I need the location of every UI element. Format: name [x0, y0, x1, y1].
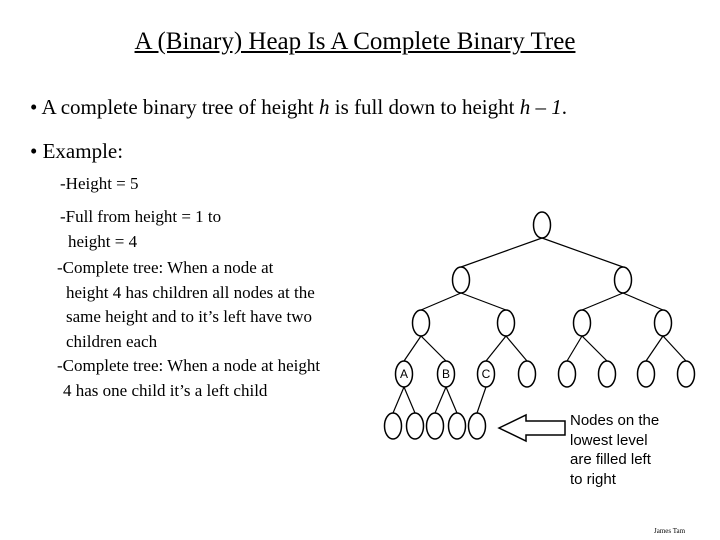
- note-line: Nodes on the: [570, 412, 660, 429]
- subpoint-complete1-line: same height and to it’s left have two: [66, 307, 312, 326]
- tree-edge: [404, 336, 421, 361]
- tree-node: [678, 361, 695, 387]
- bullet-text-2: is full down to height: [329, 95, 520, 119]
- tree-node: [453, 267, 470, 293]
- tree-edge: [663, 336, 686, 361]
- subpoint-complete1-line: children each: [66, 331, 158, 351]
- tree-node: [519, 361, 536, 387]
- tree-edge: [582, 293, 623, 310]
- node-label-b: B: [441, 367, 451, 382]
- left-arrow-icon: [499, 415, 565, 441]
- bullet-text-1: • A complete binary tree of height: [30, 95, 320, 119]
- tree-node: [427, 413, 444, 439]
- subpoint-height: -Height = 5: [60, 174, 139, 193]
- tree-edge: [582, 336, 607, 361]
- tree-edge: [486, 336, 506, 361]
- tree-node: [655, 310, 672, 336]
- slide-title: A (Binary) Heap Is A Complete Binary Tree: [134, 28, 576, 55]
- tree-nodes: [385, 212, 695, 439]
- tree-node: [385, 413, 402, 439]
- note-line: are filled left: [570, 451, 651, 468]
- tree-node: [599, 361, 616, 387]
- tree-edge: [461, 238, 542, 267]
- tree-node: [449, 413, 466, 439]
- tree-edge: [446, 387, 457, 413]
- tree-node: [559, 361, 576, 387]
- subpoint-complete1-line: height 4 has children all nodes at the: [66, 282, 315, 302]
- tree-node: [615, 267, 632, 293]
- node-label-a: A: [399, 367, 409, 382]
- tree-edge: [646, 336, 663, 361]
- tree-edge: [623, 293, 663, 310]
- tree-node: [469, 413, 486, 439]
- tree-node: [534, 212, 551, 238]
- tree-edge: [393, 387, 404, 413]
- tree-edge: [461, 293, 506, 310]
- note-line: lowest level: [570, 431, 648, 449]
- tree-edge: [506, 336, 527, 361]
- tree-node: [407, 413, 424, 439]
- tree-node: [498, 310, 515, 336]
- bullet-var-h: h: [319, 95, 330, 119]
- subpoint-full-line: height = 4: [68, 231, 138, 251]
- lowest-level-note: [570, 411, 690, 489]
- tree-edge: [421, 336, 446, 361]
- node-label-c: C: [481, 367, 491, 382]
- tree-node: [574, 310, 591, 336]
- tree-edge: [404, 387, 415, 413]
- tree-edge: [542, 238, 623, 267]
- tree-edge: [435, 387, 446, 413]
- tree-node: [413, 310, 430, 336]
- subpoint-complete2-line: -Complete tree: When a node at height: [57, 356, 321, 375]
- tree-node: [638, 361, 655, 387]
- tree-edge: [567, 336, 582, 361]
- bullet-text-end: .: [561, 95, 567, 119]
- subpoint-complete2-line: 4 has one child it’s a left child: [63, 380, 268, 400]
- tree-edge: [421, 293, 461, 310]
- tree-edges: [393, 238, 686, 413]
- subpoint-complete1-line: -Complete tree: When a node at: [57, 258, 274, 277]
- tree-edge: [477, 387, 486, 413]
- bullet-example: • Example:: [30, 139, 124, 163]
- author-credit: James Tam: [654, 527, 686, 535]
- subpoint-full-line: -Full from height = 1 to: [60, 207, 222, 226]
- bullet-var-h-minus-1: h – 1: [519, 95, 562, 119]
- note-line: to right: [570, 470, 616, 488]
